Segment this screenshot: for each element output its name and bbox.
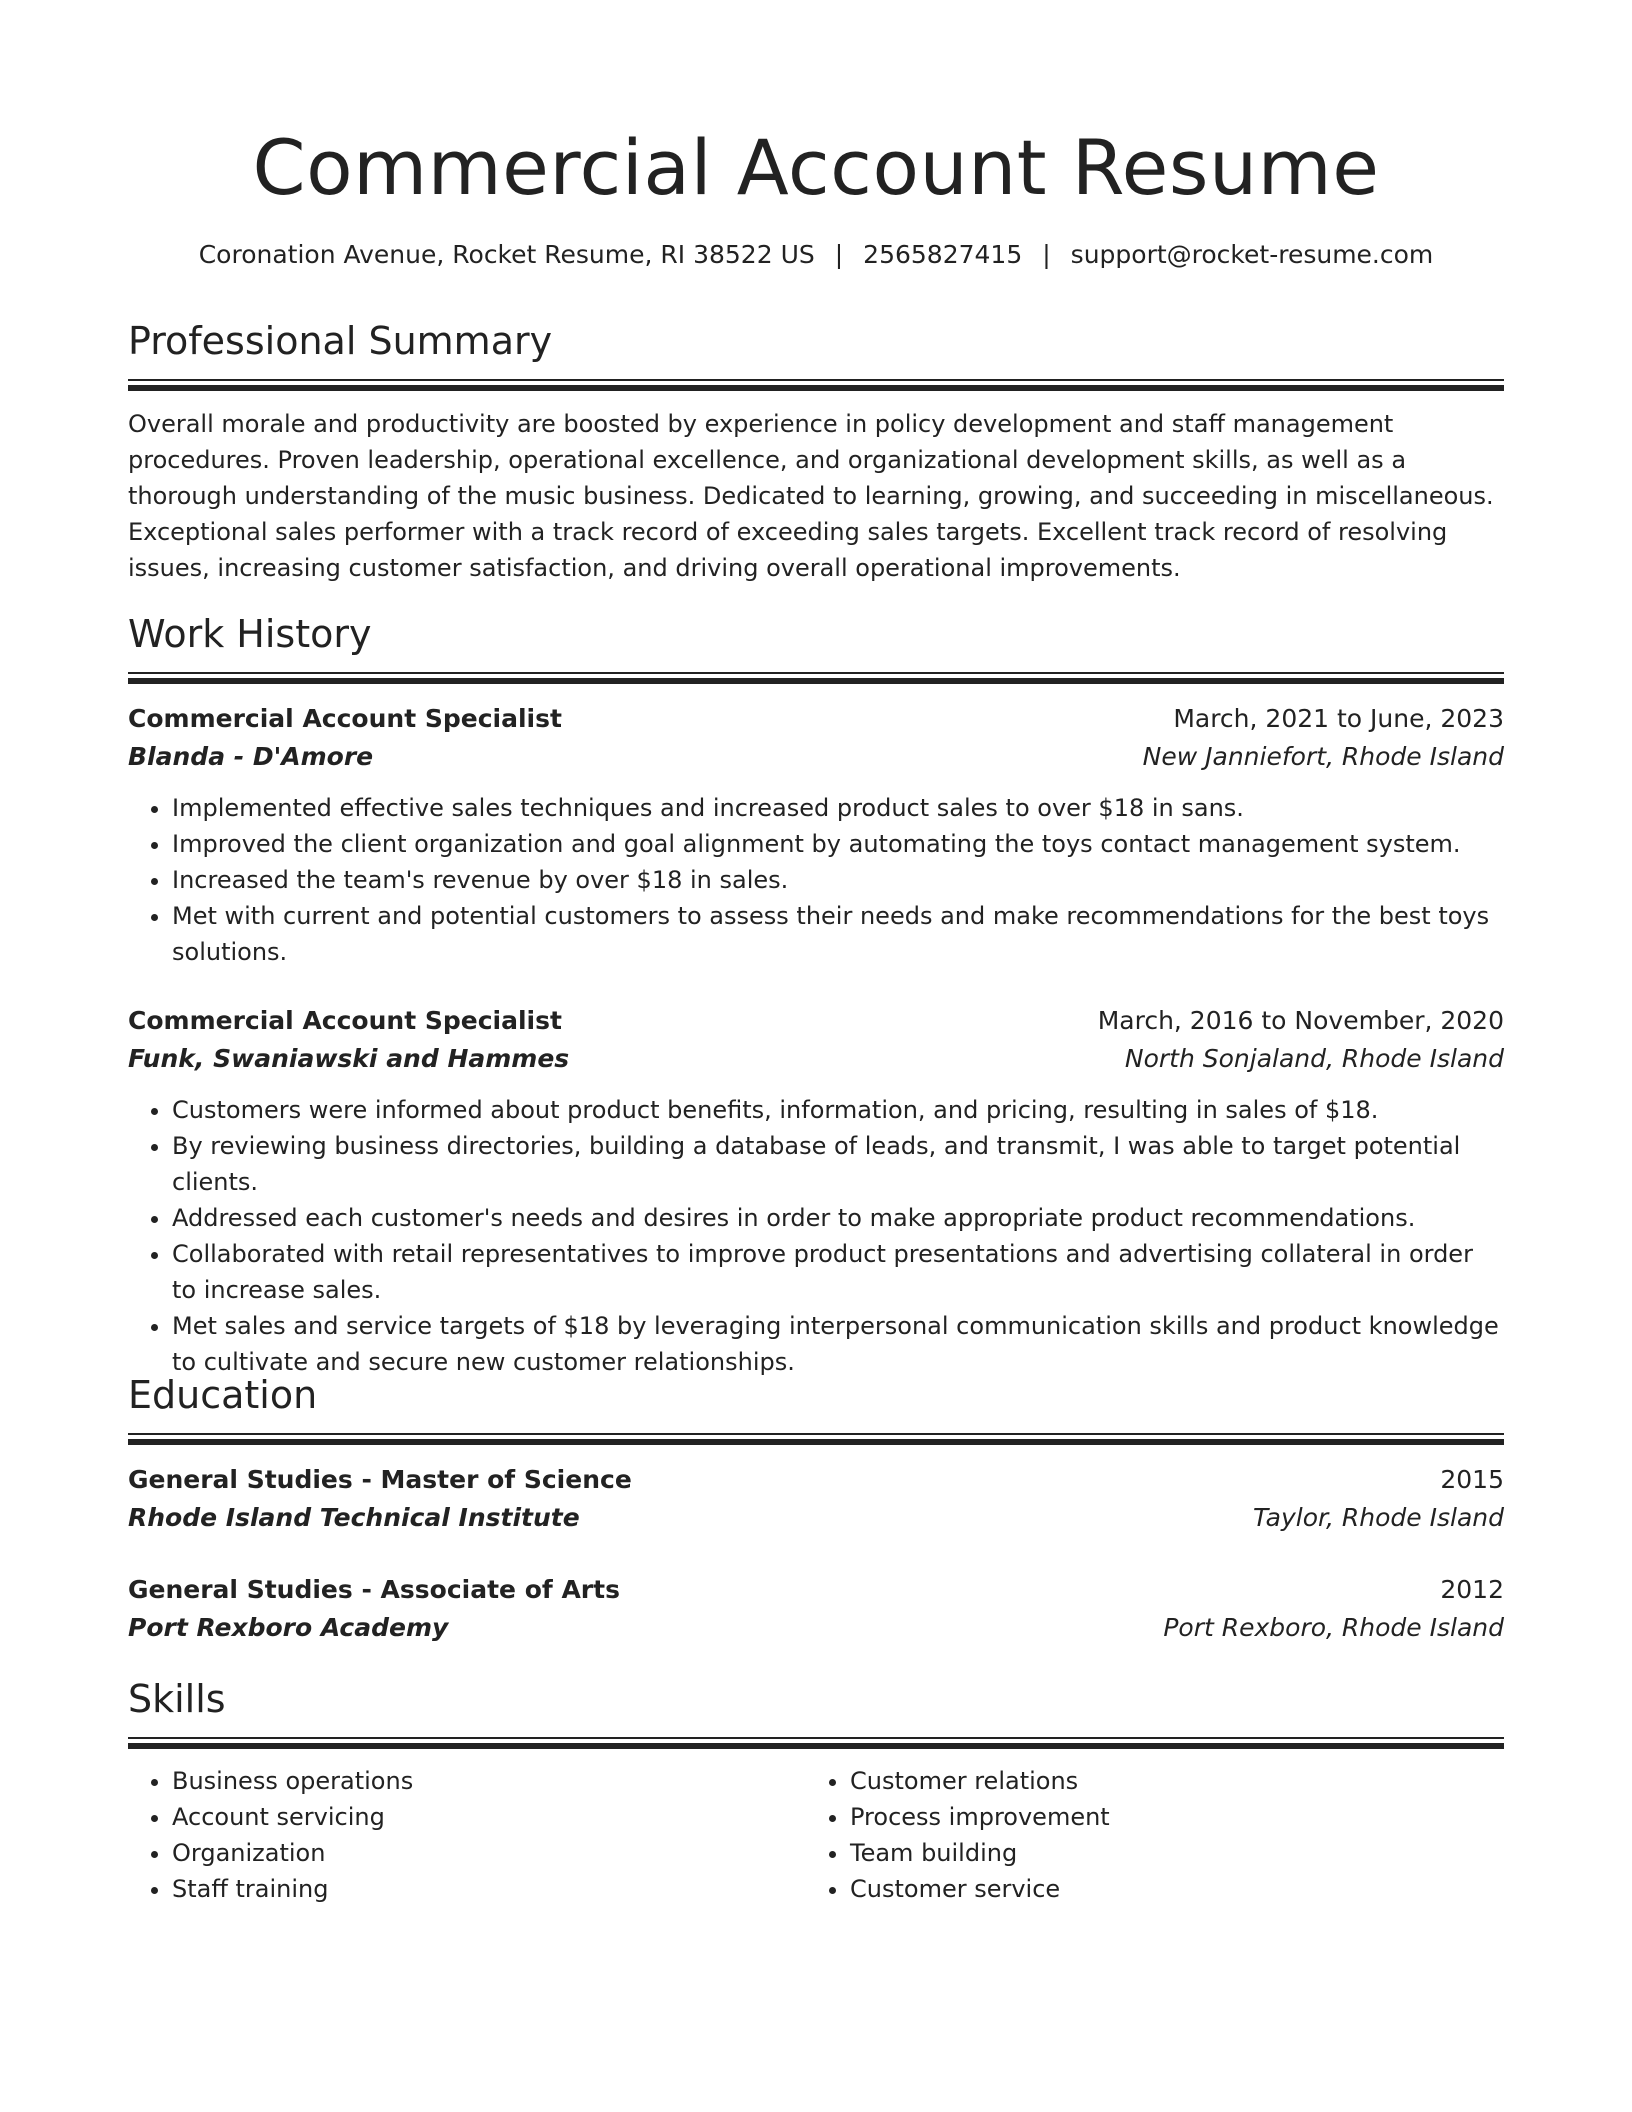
skills-columns	[128, 1763, 1504, 1907]
section-divider-thick	[128, 1743, 1504, 1749]
job-entry	[128, 1002, 1504, 1380]
section-heading: Education	[128, 1373, 318, 1417]
work-history-section	[128, 609, 1504, 1380]
degree-title: General Studies - Associate of Arts	[128, 1575, 620, 1604]
job-location: North Sonjaland, Rhode Island	[1124, 1044, 1504, 1073]
section-heading: Work History	[128, 612, 372, 656]
list-item: • Implemented effective sales techniques and increased product sales to over $18 in sans.	[172, 790, 1504, 826]
section-heading: Skills	[128, 1677, 226, 1721]
list-item: • By reviewing business directories, building a database of leads, and transmit, I was able to target potential clients.	[172, 1128, 1504, 1200]
summary-text: Overall morale and productivity are boosted by experience in policy development and staff management procedures. Proven leadership, operational excellence, and organizational development skills, as well as a thorough understanding of the music business. Dedicated to learning, growing, and succeeding in miscellaneous. Exceptional sales performer with a track record of exceeding sales targets. Excellent track record of resolving issues, increasing customer satisfaction, and driving overall operational improvements.	[128, 410, 1494, 582]
degree-title: General Studies - Master of Science	[128, 1465, 632, 1494]
section-divider	[128, 1433, 1504, 1435]
section-divider-thick	[128, 1439, 1504, 1445]
education-entry	[128, 1461, 1504, 1537]
section-heading: Professional Summary	[128, 319, 553, 363]
summary-section	[128, 316, 1504, 586]
contact-address: Coronation Avenue, Rocket Resume, RI 38522 US	[198, 240, 815, 269]
job-title: Commercial Account Specialist	[128, 1006, 562, 1035]
school-name: Port Rexboro Academy	[128, 1613, 449, 1642]
skill-item: • Organization	[172, 1835, 806, 1871]
section-divider-thick	[128, 678, 1504, 684]
list-item: • Improved the client organization and goal alignment by automating the toys contact management system.	[172, 826, 1504, 862]
job-dates: March, 2021 to June, 2023	[1173, 704, 1504, 733]
school-name: Rhode Island Technical Institute	[128, 1503, 580, 1532]
graduation-year: 2012	[1440, 1575, 1504, 1604]
education-entry	[128, 1571, 1504, 1647]
skill-item: • Customer service	[850, 1871, 1484, 1907]
school-location: Taylor, Rhode Island	[1253, 1503, 1504, 1532]
list-item: • Met with current and potential customers to assess their needs and make recommendations for the best toys solutions.	[172, 898, 1504, 970]
job-bullets	[128, 790, 1504, 970]
job-dates: March, 2016 to November, 2020	[1097, 1006, 1504, 1035]
skills-list-left	[128, 1763, 806, 1907]
job-entry	[128, 700, 1504, 970]
graduation-year: 2015	[1440, 1465, 1504, 1494]
list-item: • Met sales and service targets of $18 by leveraging interpersonal communication skills and product knowledge to cultivate and secure new customer relationships.	[172, 1308, 1504, 1380]
contact-separator: |	[834, 240, 844, 269]
skill-item: • Business operations	[172, 1763, 806, 1799]
skills-section	[128, 1674, 1504, 1907]
skill-item: • Process improvement	[850, 1799, 1484, 1835]
section-divider-thick	[128, 385, 1504, 391]
contact-email: support@rocket-resume.com	[1070, 240, 1434, 269]
skill-item: • Team building	[850, 1835, 1484, 1871]
job-company: Blanda - D'Amore	[128, 742, 374, 771]
resume-title: Commercial Account Resume	[252, 123, 1380, 212]
contact-line	[128, 237, 1504, 273]
skill-item: • Staff training	[172, 1871, 806, 1907]
section-divider	[128, 672, 1504, 674]
section-divider	[128, 1737, 1504, 1739]
job-company: Funk, Swaniawski and Hammes	[128, 1044, 570, 1073]
job-title: Commercial Account Specialist	[128, 704, 562, 733]
section-divider	[128, 379, 1504, 381]
list-item: • Addressed each customer's needs and desires in order to make appropriate product recommendations.	[172, 1200, 1504, 1236]
list-item: • Customers were informed about product benefits, information, and pricing, resulting in sales of $18.	[172, 1092, 1504, 1128]
list-item: • Collaborated with retail representatives to improve product presentations and advertising collateral in order to increase sales.	[172, 1236, 1504, 1308]
job-location: New Janniefort, Rhode Island	[1142, 742, 1504, 771]
skills-list-right	[806, 1763, 1484, 1907]
education-section	[128, 1370, 1504, 1647]
skill-item: • Account servicing	[172, 1799, 806, 1835]
contact-separator: |	[1042, 240, 1051, 269]
school-location: Port Rexboro, Rhode Island	[1163, 1613, 1504, 1642]
contact-phone: 2565827415	[863, 240, 1023, 269]
list-item: • Increased the team's revenue by over $18 in sales.	[172, 862, 1504, 898]
skill-item: • Customer relations	[850, 1763, 1484, 1799]
job-bullets	[128, 1092, 1504, 1380]
